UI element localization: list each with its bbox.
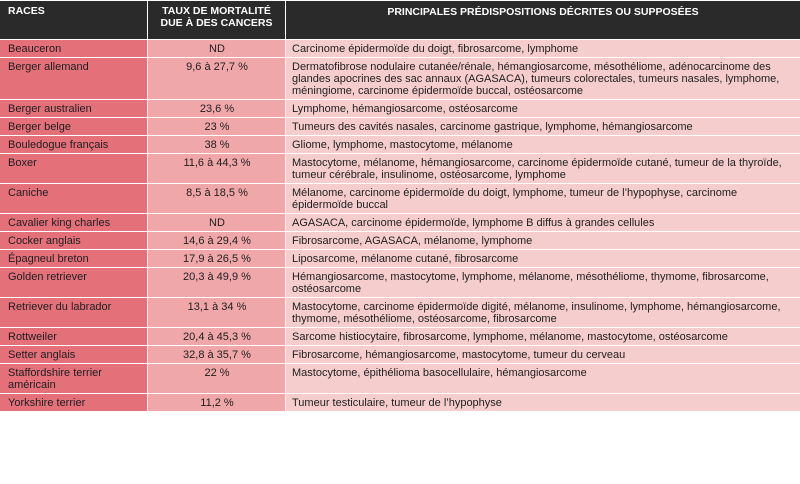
breed-cell: Rottweiler [0,328,147,345]
table-row [0,184,800,213]
table-row [0,214,800,231]
mortality-rate-cell: 38 % [147,136,285,153]
table-row [0,346,800,363]
breed-cell: Berger australien [0,100,147,117]
predispositions-cell: AGASACA, carcinome épidermoïde, lymphome B diffus à grandes cellules [285,214,800,231]
mortality-rate-cell: 32,8 à 35,7 % [147,346,285,363]
header-row [0,1,800,39]
table-row [0,250,800,267]
table-row [0,40,800,57]
predispositions-cell: Tumeur testiculaire, tumeur de l’hypophyse [285,394,800,411]
predispositions-cell: Mastocytome, carcinome épidermoïde digité, mélanome, insulinome, lymphome, hémangiosarcome, thymome, mésothéliome, ostéosarcome, fibrosarcome [285,298,800,327]
mortality-rate-cell: 20,4 à 45,3 % [147,328,285,345]
mortality-rate-cell: ND [147,40,285,57]
breed-cell: Berger allemand [0,58,147,99]
header-mortality-rate: TAUX DE MORTALITÉ DUE À DES CANCERS [147,1,285,39]
breed-cell: Caniche [0,184,147,213]
mortality-rate-cell: 8,5 à 18,5 % [147,184,285,213]
predispositions-cell: Mastocytome, épithélioma basocellulaire, hémangiosarcome [285,364,800,393]
table-row [0,136,800,153]
header-predispositions: PRINCIPALES PRÉDISPOSITIONS DÉCRITES OU SUPPOSÉES [285,1,800,39]
mortality-rate-cell: 22 % [147,364,285,393]
breed-cell: Berger belge [0,118,147,135]
header-breed: RACES [0,1,147,39]
mortality-rate-cell: ND [147,214,285,231]
breed-cell: Staffordshire terrier américain [0,364,147,393]
breed-cell: Cocker anglais [0,232,147,249]
predispositions-cell: Sarcome histiocytaire, fibrosarcome, lymphome, mélanome, mastocytome, ostéosarcome [285,328,800,345]
breed-cell: Bouledogue français [0,136,147,153]
breed-cell: Golden retriever [0,268,147,297]
predispositions-cell: Mastocytome, mélanome, hémangiosarcome, carcinome épidermoïde cutané, tumeur de la thyroïde, tumeur cérébrale, insulinome, ostéosarcome, lymphome [285,154,800,183]
breed-cell: Épagneul breton [0,250,147,267]
predispositions-cell: Fibrosarcome, AGASACA, mélanome, lymphome [285,232,800,249]
mortality-rate-cell: 20,3 à 49,9 % [147,268,285,297]
predispositions-cell: Dermatofibrose nodulaire cutanée/rénale, hémangiosarcome, mésothéliome, adénocarcinome des glandes apocrines des sac annaux (AGASACA), tumeurs colorectales, tumeurs nasales, lymphome, méningiome, carcinome épidermoïde buccal, ostéosarcome [285,58,800,99]
table-row [0,298,800,327]
predispositions-cell: Liposarcome, mélanome cutané, fibrosarcome [285,250,800,267]
table-row [0,232,800,249]
table-row [0,328,800,345]
table-row [0,100,800,117]
mortality-rate-cell: 23,6 % [147,100,285,117]
breed-cell: Cavalier king charles [0,214,147,231]
mortality-rate-cell: 23 % [147,118,285,135]
table-row [0,118,800,135]
breed-cell: Boxer [0,154,147,183]
predispositions-cell: Mélanome, carcinome épidermoïde du doigt, lymphome, tumeur de l’hypophyse, carcinome épidermoïde buccal [285,184,800,213]
mortality-rate-cell: 14,6 à 29,4 % [147,232,285,249]
breed-cell: Yorkshire terrier [0,394,147,411]
mortality-rate-cell: 11,6 à 44,3 % [147,154,285,183]
table-row [0,268,800,297]
table-body [0,40,800,411]
mortality-rate-cell: 13,1 à 34 % [147,298,285,327]
predispositions-cell: Lymphome, hémangiosarcome, ostéosarcome [285,100,800,117]
predispositions-cell: Fibrosarcome, hémangiosarcome, mastocytome, tumeur du cerveau [285,346,800,363]
table-row [0,58,800,99]
predispositions-cell: Carcinome épidermoïde du doigt, fibrosarcome, lymphome [285,40,800,57]
mortality-rate-cell: 11,2 % [147,394,285,411]
table-row [0,394,800,411]
breed-cell: Retriever du labrador [0,298,147,327]
mortality-rate-cell: 17,9 à 26,5 % [147,250,285,267]
predispositions-cell: Tumeurs des cavités nasales, carcinome gastrique, lymphome, hémangiosarcome [285,118,800,135]
breed-cell: Beauceron [0,40,147,57]
predispositions-cell: Hémangiosarcome, mastocytome, lymphome, mélanome, mésothéliome, thymome, fibrosarcome, ostéosarcome [285,268,800,297]
table-row [0,364,800,393]
table-row [0,154,800,183]
predispositions-cell: Gliome, lymphome, mastocytome, mélanome [285,136,800,153]
mortality-rate-cell: 9,6 à 27,7 % [147,58,285,99]
breed-cell: Setter anglais [0,346,147,363]
